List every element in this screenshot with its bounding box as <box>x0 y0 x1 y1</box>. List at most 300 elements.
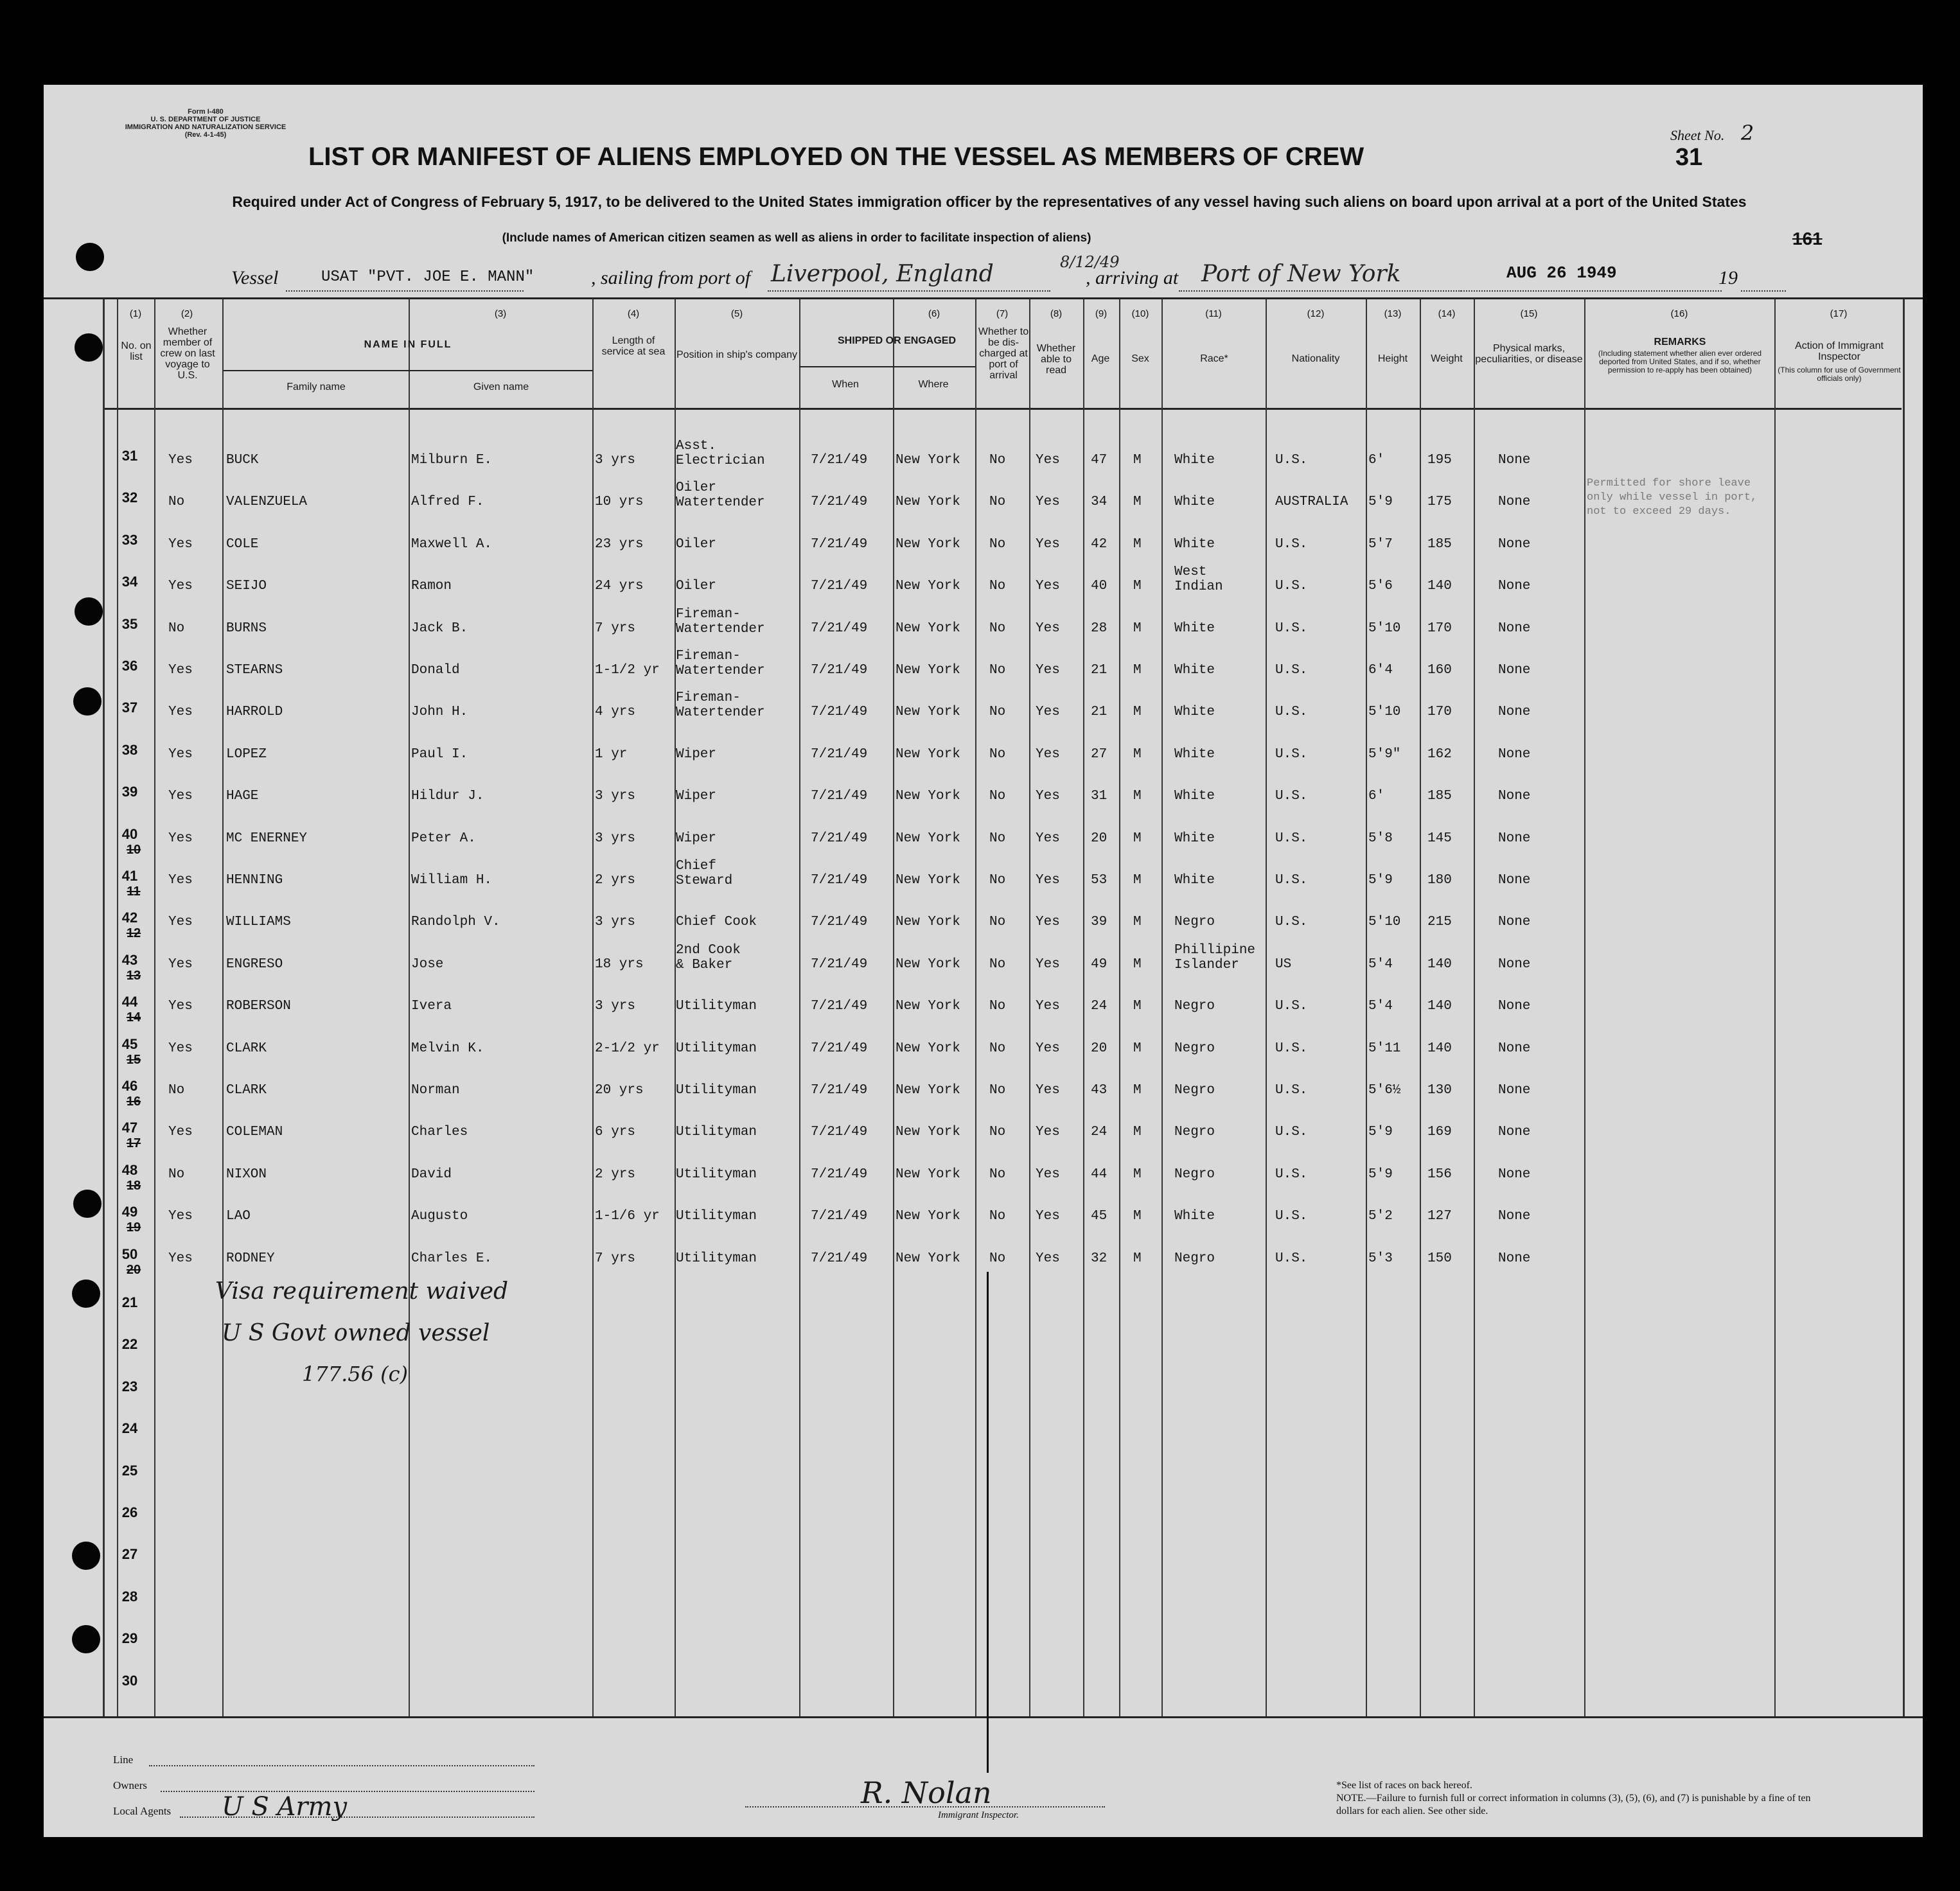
service-length-cell: 7 yrs <box>595 1251 636 1266</box>
shipped-where-cell: New York <box>896 746 960 762</box>
shipped-when-cell: 7/21/49 <box>811 999 868 1014</box>
from-port: Liverpool, England <box>771 261 994 287</box>
physical-marks-cell: None <box>1498 831 1531 846</box>
punch-hole <box>76 243 104 271</box>
to-dotted-line <box>1179 290 1461 292</box>
family-name-cell: WILLIAMS <box>226 915 291 930</box>
row-number: 25 <box>121 1462 138 1479</box>
position-cell: 2nd Cook & Baker <box>676 942 741 972</box>
form-number: Form I-480 <box>188 108 224 116</box>
header-discharged: Whether to be dis-charged at port of arrival <box>978 326 1029 381</box>
given-name-cell: Hildur J. <box>411 789 484 804</box>
last-voyage-cell: Yes <box>168 1209 193 1224</box>
discharged-cell: No <box>989 620 1006 636</box>
physical-marks-cell: None <box>1498 1251 1531 1266</box>
from-dotted-line <box>768 290 1050 292</box>
punch-hole <box>72 1625 100 1653</box>
age-cell: 42 <box>1091 536 1108 552</box>
nationality-cell: U.S. <box>1275 915 1308 930</box>
weight-cell: 140 <box>1427 1041 1452 1056</box>
table-bottom-rule <box>44 1716 1923 1718</box>
sex-cell: M <box>1133 620 1142 636</box>
family-name-cell: BUCK <box>226 453 259 468</box>
nationality-cell: AUSTRALIA <box>1275 495 1348 510</box>
race-cell: Negro <box>1174 1083 1215 1098</box>
punch-hole <box>75 597 103 626</box>
column-number: (8) <box>1050 308 1063 319</box>
row-number: 23 <box>121 1378 138 1394</box>
weight-cell: 140 <box>1427 956 1452 972</box>
shipped-where-cell: New York <box>896 1251 960 1266</box>
shipped-when-cell: 7/21/49 <box>811 956 868 972</box>
height-cell: 5'3 <box>1368 1251 1393 1266</box>
race-cell: White <box>1174 746 1215 762</box>
weight-cell: 169 <box>1427 1125 1452 1140</box>
sail-date: 8/12/49 <box>1060 253 1120 271</box>
height-cell: 5'9 <box>1368 1166 1393 1182</box>
shipped-where-cell: New York <box>896 1125 960 1140</box>
shipped-when-cell: 7/21/49 <box>811 705 868 720</box>
header-no-on-list: No. on list <box>121 340 152 362</box>
inspector-label: Immigrant Inspector. <box>938 1810 1019 1820</box>
footer-agents-value: U S Army <box>222 1792 348 1822</box>
service-length-cell: 1-1/6 yr <box>595 1209 660 1224</box>
sex-cell: M <box>1133 705 1142 720</box>
age-cell: 45 <box>1091 1209 1108 1224</box>
weight-cell: 127 <box>1427 1209 1452 1224</box>
header-when: When <box>832 379 859 390</box>
shipped-when-cell: 7/21/49 <box>811 453 868 468</box>
family-name-cell: VALENZUELA <box>226 495 308 510</box>
sex-cell: M <box>1133 1125 1142 1140</box>
weight-cell: 156 <box>1427 1166 1452 1182</box>
sex-cell: M <box>1133 956 1142 972</box>
service-length-cell: 7 yrs <box>595 620 636 636</box>
position-cell: Asst. Electrician <box>676 439 765 468</box>
weight-cell: 140 <box>1427 999 1452 1014</box>
service-length-cell: 18 yrs <box>595 956 644 972</box>
column-rule <box>1266 299 1267 1716</box>
service-length-cell: 24 yrs <box>595 579 644 594</box>
able-read-cell: Yes <box>1036 663 1060 678</box>
sex-cell: M <box>1133 789 1142 804</box>
vessel-name: USAT "PVT. JOE E. MANN" <box>321 268 534 286</box>
form-service: IMMIGRATION AND NATURALIZATION SERVICE <box>125 123 287 131</box>
age-cell: 31 <box>1091 789 1108 804</box>
header-age: Age <box>1091 353 1110 364</box>
given-name-cell: William H. <box>411 873 493 888</box>
header-family-name: Family name <box>287 382 346 392</box>
row-number: 27 <box>121 1546 138 1563</box>
last-voyage-cell: Yes <box>168 663 193 678</box>
last-voyage-cell: Yes <box>168 579 193 594</box>
age-cell: 28 <box>1091 620 1108 636</box>
row-number: 28 <box>121 1588 138 1605</box>
service-length-cell: 10 yrs <box>595 495 644 510</box>
visa-note-line-3: 177.56 (c) <box>302 1362 409 1386</box>
able-read-cell: Yes <box>1036 746 1060 762</box>
given-name-cell: Alfred F. <box>411 495 484 510</box>
column-number: (15) <box>1520 308 1538 319</box>
nationality-cell: U.S. <box>1275 1083 1308 1098</box>
discharged-cell: No <box>989 831 1006 846</box>
arrival-stamp: AUG 26 1949 <box>1506 263 1617 283</box>
service-length-cell: 6 yrs <box>595 1125 636 1140</box>
sex-cell: M <box>1133 453 1142 468</box>
sex-cell: M <box>1133 495 1142 510</box>
footer-owners-label: Owners <box>113 1779 147 1791</box>
last-voyage-cell: Yes <box>168 1041 193 1056</box>
discharged-cell: No <box>989 579 1006 594</box>
last-voyage-cell: No <box>168 495 185 510</box>
position-cell: Oiler <box>676 536 717 552</box>
footer-owners-dots <box>161 1791 534 1792</box>
height-cell: 5'6 <box>1368 579 1393 594</box>
family-name-cell: COLE <box>226 536 259 552</box>
nationality-cell: U.S. <box>1275 620 1308 636</box>
physical-marks-cell: None <box>1498 956 1531 972</box>
weight-cell: 195 <box>1427 453 1452 468</box>
race-cell: Negro <box>1174 915 1215 930</box>
shipped-where-cell: New York <box>896 536 960 552</box>
age-cell: 24 <box>1091 1125 1108 1140</box>
sex-cell: M <box>1133 1083 1142 1098</box>
physical-marks-cell: None <box>1498 1125 1531 1140</box>
height-cell: 5'9 <box>1368 1125 1393 1140</box>
given-name-cell: John H. <box>411 705 468 720</box>
shipped-when-cell: 7/21/49 <box>811 746 868 762</box>
height-cell: 6' <box>1368 453 1385 468</box>
able-read-cell: Yes <box>1036 705 1060 720</box>
sex-cell: M <box>1133 1209 1142 1224</box>
shipped-where-cell: New York <box>896 831 960 846</box>
able-read-cell: Yes <box>1036 453 1060 468</box>
sex-cell: M <box>1133 915 1142 930</box>
height-cell: 5'4 <box>1368 956 1393 972</box>
able-read-cell: Yes <box>1036 831 1060 846</box>
weight-cell: 185 <box>1427 536 1452 552</box>
last-voyage-cell: Yes <box>168 1125 193 1140</box>
given-name-cell: Randolph V. <box>411 915 500 930</box>
age-cell: 40 <box>1091 579 1108 594</box>
last-voyage-cell: No <box>168 620 185 636</box>
height-cell: 5'10 <box>1368 915 1401 930</box>
column-number: (4) <box>627 308 640 319</box>
nationality-cell: U.S. <box>1275 999 1308 1014</box>
weight-cell: 175 <box>1427 495 1452 510</box>
shipped-where-cell: New York <box>896 579 960 594</box>
service-length-cell: 2-1/2 yr <box>595 1041 660 1056</box>
struck-row-number: 10 <box>126 842 141 857</box>
column-rule <box>1366 299 1367 1716</box>
family-name-cell: NIXON <box>226 1166 267 1182</box>
family-name-cell: ROBERSON <box>226 999 291 1014</box>
header-length-service: Length of service at sea <box>601 335 666 357</box>
subtitle: Required under Act of Congress of February 5, 1917, to be delivered to the United States immigration officer by the representatives of any vessel having such aliens on board upon arrival at a port of the United States <box>232 193 1747 210</box>
shipped-when-cell: 7/21/49 <box>811 1041 868 1056</box>
shipped-where-cell: New York <box>896 705 960 720</box>
shipped-where-cell: New York <box>896 1209 960 1224</box>
given-name-cell: Charles <box>411 1125 468 1140</box>
family-name-cell: CLARK <box>226 1083 267 1098</box>
column-rule <box>1584 299 1585 1716</box>
shipped-where-cell: New York <box>896 453 960 468</box>
header-name-in-full: NAME IN FULL <box>364 339 452 350</box>
struck-row-number: 16 <box>126 1095 141 1109</box>
able-read-cell: Yes <box>1036 1166 1060 1182</box>
given-name-cell: Augusto <box>411 1209 468 1224</box>
column-number: (1) <box>129 308 142 319</box>
column-rule <box>154 299 155 1716</box>
sheet-number <box>1670 121 1754 145</box>
able-read-cell: Yes <box>1036 536 1060 552</box>
to-port: Port of New York <box>1201 261 1401 287</box>
row-number: 35 <box>121 615 138 632</box>
race-cell: White <box>1174 705 1215 720</box>
shipped-when-cell: 7/21/49 <box>811 831 868 846</box>
last-voyage-cell: Yes <box>168 915 193 930</box>
race-cell: West Indian <box>1174 565 1223 595</box>
weight-cell: 170 <box>1427 705 1452 720</box>
service-length-cell: 1-1/2 yr <box>595 663 660 678</box>
column-number: (9) <box>1095 308 1108 319</box>
sex-cell: M <box>1133 536 1142 552</box>
able-read-cell: Yes <box>1036 1209 1060 1224</box>
able-read-cell: Yes <box>1036 999 1060 1014</box>
height-cell: 5'2 <box>1368 1209 1393 1224</box>
header-inspector-action: Action of Immigrant Inspector <box>1795 340 1884 362</box>
struck-row-number: 13 <box>126 968 141 983</box>
shipped-when-cell: 7/21/49 <box>811 620 868 636</box>
service-length-cell: 1 yr <box>595 746 628 762</box>
header-weight: Weight <box>1431 353 1463 364</box>
weight-cell: 170 <box>1427 620 1452 636</box>
position-cell: Fireman- Watertender <box>676 649 765 678</box>
penalty-note: NOTE.—Failure to furnish full or correct information in columns (3), (5), (6), and (7) is punishable by a fine of ten dollars for each alien. See other side. <box>1336 1793 1811 1816</box>
nationality-cell: U.S. <box>1275 663 1308 678</box>
punch-hole <box>75 333 103 362</box>
able-read-cell: Yes <box>1036 620 1060 636</box>
nationality-cell: US <box>1275 956 1292 972</box>
physical-marks-cell: None <box>1498 536 1531 552</box>
shipped-where-cell: New York <box>896 956 960 972</box>
header-sex: Sex <box>1131 353 1149 364</box>
row-number: 45 <box>121 1035 138 1052</box>
given-name-cell: Melvin K. <box>411 1041 484 1056</box>
able-read-cell: Yes <box>1036 1251 1060 1266</box>
last-voyage-cell: Yes <box>168 1251 193 1266</box>
position-cell: Utilityman <box>676 1041 757 1056</box>
physical-marks-cell: None <box>1498 579 1531 594</box>
position-cell: Utilityman <box>676 1251 757 1266</box>
row-number: 39 <box>121 784 138 800</box>
family-name-cell: STEARNS <box>226 663 283 678</box>
physical-marks-cell: None <box>1498 453 1531 468</box>
inspector-dots <box>745 1806 1105 1807</box>
row-number: 42 <box>121 910 138 926</box>
column-number: (11) <box>1205 308 1222 319</box>
row-number: 22 <box>121 1336 138 1353</box>
shipped-when-cell: 7/21/49 <box>811 1209 868 1224</box>
nationality-cell: U.S. <box>1275 1251 1308 1266</box>
shipped-when-cell: 7/21/49 <box>811 1166 868 1182</box>
row-number: 48 <box>121 1161 138 1178</box>
column-rule <box>799 299 800 1716</box>
race-cell: White <box>1174 536 1215 552</box>
struck-row-number: 15 <box>126 1052 141 1067</box>
age-cell: 21 <box>1091 663 1108 678</box>
service-length-cell: 3 yrs <box>595 831 636 846</box>
header-shipped-engaged: SHIPPED OR ENGAGED <box>837 335 957 346</box>
family-name-cell: HARROLD <box>226 705 283 720</box>
physical-marks-cell: None <box>1498 705 1531 720</box>
given-name-cell: Donald <box>411 663 460 678</box>
row-number: 21 <box>121 1294 138 1310</box>
subtitle-note: (Include names of American citizen seamen as well as aliens in order to facilitate inspection of aliens) <box>502 231 1091 245</box>
shipped-where-cell: New York <box>896 789 960 804</box>
row-number: 40 <box>121 825 138 842</box>
family-name-cell: LOPEZ <box>226 746 267 762</box>
shipped-when-cell: 7/21/49 <box>811 1083 868 1098</box>
able-read-cell: Yes <box>1036 1083 1060 1098</box>
punch-hole <box>73 687 102 716</box>
physical-marks-cell: None <box>1498 620 1531 636</box>
given-name-cell: Milburn E. <box>411 453 493 468</box>
column-rule <box>1029 299 1030 1716</box>
last-voyage-cell: Yes <box>168 746 193 762</box>
family-name-cell: CLARK <box>226 1041 267 1056</box>
height-cell: 6' <box>1368 789 1385 804</box>
family-name-cell: ENGRESO <box>226 956 283 972</box>
vessel-label: Vessel <box>231 267 279 288</box>
service-length-cell: 3 yrs <box>595 453 636 468</box>
nationality-cell: U.S. <box>1275 705 1308 720</box>
shipped-where-cell: New York <box>896 1083 960 1098</box>
position-cell: Wiper <box>676 831 717 846</box>
column-number: (13) <box>1384 308 1402 319</box>
nationality-cell: U.S. <box>1275 1209 1308 1224</box>
header-remarks: REMARKS <box>1654 337 1706 347</box>
form-rev: (Rev. 4-1-45) <box>184 131 227 139</box>
nationality-cell: U.S. <box>1275 789 1308 804</box>
weight-cell: 145 <box>1427 831 1452 846</box>
last-voyage-cell: No <box>168 1166 185 1182</box>
given-name-cell: Paul I. <box>411 746 468 762</box>
column-rule <box>103 299 105 1716</box>
race-cell: White <box>1174 873 1215 888</box>
shipped-when-cell: 7/21/49 <box>811 536 868 552</box>
physical-marks-cell: None <box>1498 915 1531 930</box>
able-read-cell: Yes <box>1036 1125 1060 1140</box>
form-identifier <box>90 108 321 139</box>
service-length-cell: 2 yrs <box>595 1166 636 1182</box>
age-cell: 34 <box>1091 495 1108 510</box>
sex-cell: M <box>1133 579 1142 594</box>
shipped-subheader-rule <box>799 366 975 367</box>
header-physical-marks: Physical marks, peculiarities, or disease <box>1475 343 1583 365</box>
physical-marks-cell: None <box>1498 789 1531 804</box>
position-cell: Wiper <box>676 746 717 762</box>
service-length-cell: 2 yrs <box>595 873 636 888</box>
given-name-cell: Maxwell A. <box>411 536 493 552</box>
inspector-signature: R. Nolan <box>861 1775 992 1810</box>
height-cell: 5'11 <box>1368 1041 1401 1056</box>
column-number: (5) <box>730 308 743 319</box>
visa-note-line-1: Visa requirement waived <box>215 1278 509 1305</box>
physical-marks-cell: None <box>1498 1041 1531 1056</box>
year-dotted-line <box>1741 290 1786 292</box>
column-rule <box>1903 299 1905 1716</box>
punch-hole <box>72 1542 100 1570</box>
race-cell: Negro <box>1174 1251 1215 1266</box>
column-rule <box>222 299 224 1716</box>
discharged-cell: No <box>989 453 1006 468</box>
shipped-when-cell: 7/21/49 <box>811 663 868 678</box>
column-number: (12) <box>1307 308 1325 319</box>
weight-cell: 162 <box>1427 746 1452 762</box>
sex-cell: M <box>1133 831 1142 846</box>
struck-row-number: 12 <box>126 926 141 941</box>
race-cell: White <box>1174 1209 1215 1224</box>
shipped-when-cell: 7/21/49 <box>811 915 868 930</box>
given-name-cell: Jack B. <box>411 620 468 636</box>
discharged-cell: No <box>989 956 1006 972</box>
row-number: 34 <box>121 574 138 590</box>
page-number: 31 <box>1675 144 1703 171</box>
column-rule <box>1083 299 1084 1716</box>
footer-notes <box>1336 1779 1824 1818</box>
race-cell: White <box>1174 789 1215 804</box>
row-number: 41 <box>121 868 138 884</box>
age-cell: 47 <box>1091 453 1108 468</box>
discharged-cell: No <box>989 873 1006 888</box>
sex-cell: M <box>1133 1166 1142 1182</box>
weight-cell: 180 <box>1427 873 1452 888</box>
discharged-cell: No <box>989 495 1006 510</box>
able-read-cell: Yes <box>1036 915 1060 930</box>
struck-row-number: 19 <box>126 1220 141 1235</box>
family-name-cell: BURNS <box>226 620 267 636</box>
race-cell: Negro <box>1174 1166 1215 1182</box>
sex-cell: M <box>1133 746 1142 762</box>
arriving-label: , arriving at <box>1086 267 1179 288</box>
visa-note-line-2: U S Govt owned vessel <box>222 1320 490 1346</box>
family-name-cell: COLEMAN <box>226 1125 283 1140</box>
discharged-cell: No <box>989 915 1006 930</box>
vessel-dotted-line <box>286 290 524 292</box>
height-cell: 5'9 <box>1368 873 1393 888</box>
height-cell: 6'4 <box>1368 663 1393 678</box>
age-cell: 20 <box>1091 831 1108 846</box>
given-name-cell: Charles E. <box>411 1251 493 1266</box>
shipped-when-cell: 7/21/49 <box>811 579 868 594</box>
position-cell: Oiler <box>676 579 717 594</box>
column-rule <box>893 299 894 1716</box>
table-top-rule <box>44 297 1923 299</box>
service-length-cell: 23 yrs <box>595 536 644 552</box>
struck-row-number: 17 <box>126 1136 141 1151</box>
last-voyage-cell: Yes <box>168 956 193 972</box>
struck-row-number: 14 <box>126 1010 141 1025</box>
physical-marks-cell: None <box>1498 746 1531 762</box>
header-given-name: Given name <box>473 382 529 392</box>
physical-marks-cell: None <box>1498 1166 1531 1182</box>
header-race: Race* <box>1200 353 1228 364</box>
family-name-cell: RODNEY <box>226 1251 275 1266</box>
age-cell: 49 <box>1091 956 1108 972</box>
discharged-cell: No <box>989 789 1006 804</box>
sailing-label: , sailing from port of <box>591 267 751 288</box>
